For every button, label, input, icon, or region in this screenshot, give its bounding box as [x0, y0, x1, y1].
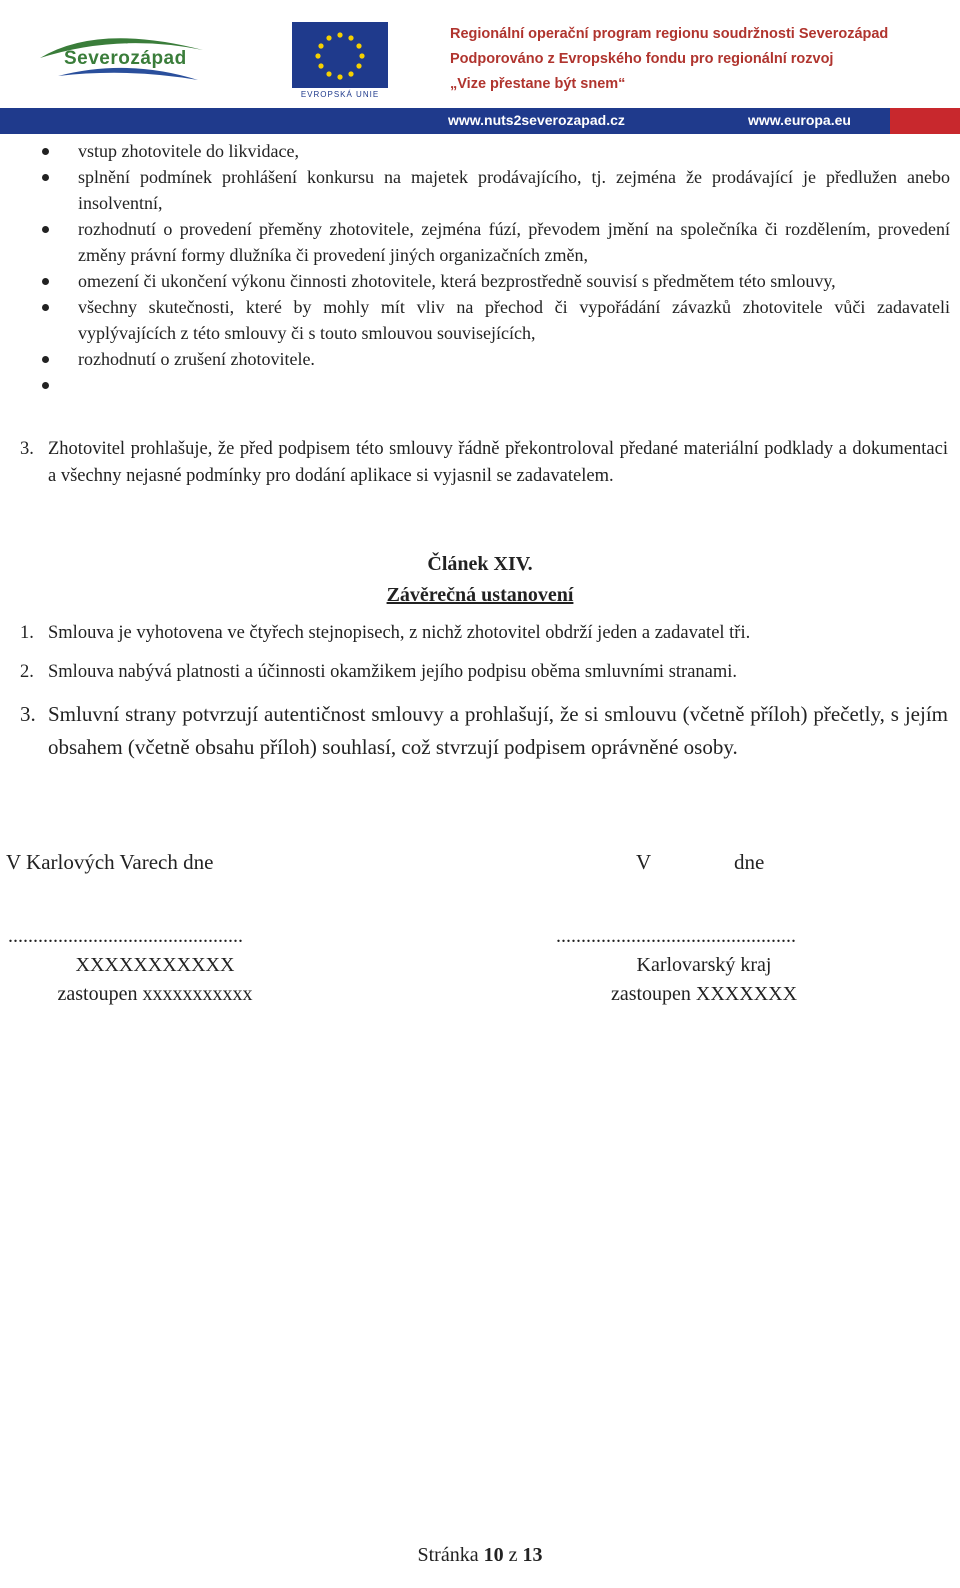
- eu-label: EVROPSKÁ UNIE: [300, 90, 380, 99]
- page-footer: Stránka 10 z 13: [417, 1544, 543, 1566]
- item-number: 3.: [20, 702, 36, 726]
- bullet-icon: [42, 174, 49, 181]
- bullet-icon: [42, 278, 49, 285]
- header-banner: [0, 0, 960, 136]
- list-item: vstup zhotovitele do likvidace,: [0, 138, 960, 164]
- bullet-icon: [42, 226, 49, 233]
- bullet-icon: [42, 356, 49, 363]
- program-line: Podporováno z Evropského fondu pro regionální rozvoj: [450, 51, 834, 67]
- program-line: „Vize přestane být snem“: [450, 76, 626, 92]
- article-title: Článek XIV.: [427, 553, 533, 575]
- signature-block-right: [556, 922, 876, 1009]
- signature-line: ................................................: [556, 925, 796, 947]
- bullet-icon: [42, 382, 49, 389]
- signature-block-left: [0, 922, 310, 1009]
- url-europa[interactable]: www.europa.eu: [748, 112, 851, 128]
- list-item: omezení či ukončení výkonu činnosti zhotovitele, která bezprostředně souvisí s předmětem této smlouvy,: [0, 268, 960, 294]
- list-item: rozhodnutí o zrušení zhotovitele.: [0, 346, 960, 372]
- signature-line: ...............................................: [8, 925, 243, 947]
- item-number: 1.: [20, 623, 34, 643]
- eu-flag-icon: [292, 22, 388, 88]
- place-v-right: V: [636, 850, 652, 874]
- paragraph-number: 3.: [20, 439, 34, 459]
- list-item: všechny skutečnosti, které by mohly mít vliv na přechod či vypořádání závazků zhotovitele vůči zadavateli vyplývajících z této smlouvy či s touto smlouvou souvisejících,: [0, 294, 960, 346]
- signature-name: XXXXXXXXXXX: [75, 954, 235, 976]
- list-item: splnění podmínek prohlášení konkursu na majetek prodávajícího, tj. zejména že prodávající je předlužen anebo insolventní,: [0, 164, 960, 216]
- bullet-icon: [42, 148, 49, 155]
- place-dne-right: dne: [734, 850, 765, 874]
- item-text: Smluvní strany potvrzují autentičnost smlouvy a prohlašují, že si smlouvu (včetně příloh) přečetly, s jejím obsahem (včetně obsahu příloh) souhlasí, což stvrzují podpisem oprávněné osoby.: [48, 702, 948, 759]
- logo-text: Severozápad: [64, 48, 187, 69]
- article-subtitle: Závěrečná ustanovení: [386, 584, 574, 606]
- item-number: 2.: [20, 662, 34, 682]
- place-date-left: V Karlových Varech dne: [6, 850, 214, 874]
- signature-representative: zastoupen XXXXXXX: [610, 983, 798, 1005]
- program-line: Regionální operační program regionu soudržnosti Severozápad: [450, 26, 889, 42]
- header-red-band: [890, 108, 960, 134]
- list-item: rozhodnutí o provedení přeměny zhotovitele, zejména fúzí, převodem jmění na společníka či rozdělením, provedení změny právní formy dlužníka či provedení jiných organizačních změn,: [0, 216, 960, 268]
- signature-representative: zastoupen xxxxxxxxxxx: [57, 983, 253, 1005]
- signature-name: Karlovarský kraj: [636, 954, 772, 976]
- condition-list: [0, 138, 960, 398]
- bullet-icon: [42, 304, 49, 311]
- url-nuts2[interactable]: www.nuts2severozapad.cz: [448, 112, 625, 128]
- program-description: [450, 22, 888, 97]
- item-text: Smlouva nabývá platnosti a účinnosti okamžikem jejího podpisu oběma smluvními stranami.: [48, 662, 738, 682]
- total-pages: 13: [522, 1544, 543, 1566]
- current-page: 10: [483, 1544, 504, 1566]
- paragraph-text: Zhotovitel prohlašuje, že před podpisem této smlouvy řádně překontroloval předané materiální podklady a dokumentaci a všechny nejasné podmínky pro dodání aplikace si vyjasnil se zadavatelem.: [48, 439, 948, 486]
- severozapad-logo: [0, 0, 290, 112]
- item-text: Smlouva je vyhotovena ve čtyřech stejnopisech, z nichž zhotovitel obdrží jeden a zadavatel tři.: [48, 623, 751, 643]
- list-item-empty: [0, 372, 960, 398]
